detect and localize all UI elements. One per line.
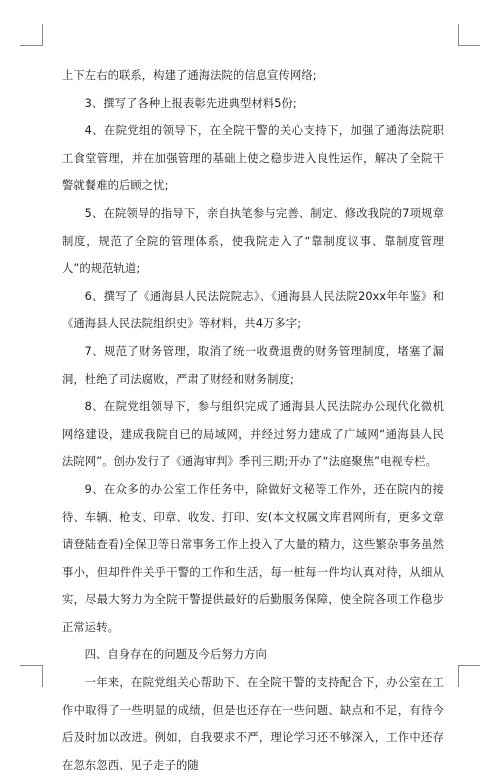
- document-body: [62, 62, 444, 779]
- paragraph-item-7: 7、规范了财务管理，取消了统一收费退费的财务管理制度，堵塞了漏洞，杜绝了司法腐败，严肃了财经和财务制度;: [62, 344, 444, 386]
- crop-mark-top-right: [458, 24, 459, 46]
- section-heading: 四、自身存在的问题及今后努力方向: [84, 648, 267, 662]
- paragraph-item-5: 5、在院领导的指导下，亲自执笔参与完善、制定、修改我院的7项规章制度，规范了全院的管理体系，使我院走入了“靠制度议事、靠制度管理人”的规范轨道;: [62, 206, 444, 276]
- paragraph-summary: 一年来，在院党组关心帮助下、在全院干警的支持配合下，办公室在工作中取得了一些明显的成绩，但是也还存在一些问题、缺点和不足，有待今后及时加以改进。例如，自我要求不严，理论学习还不够深入，工作中还存在忽东忽西、见子走子的随: [62, 676, 444, 772]
- paragraph-continuation: 上下左右的联系，构建了通海法院的信息宣传网络;: [62, 69, 317, 82]
- crop-mark-bottom-right: [458, 665, 480, 666]
- paragraph-item-8: 8、在院党组领导下，参与组织完成了通海县人民法院办公现代化微机网络建设，建成我院自已的局域网，并经过努力建成了广域网“通海县人民法院网”。创办发行了《通海审判》季刊三期;开办了“法庭聚焦”电视专栏。: [62, 400, 444, 469]
- crop-mark-bottom-left: [42, 665, 43, 687]
- paragraph-item-4: 4、在院党组的领导下，在全院干警的关心支持下，加强了通海法院职工食堂管理，并在加强管理的基础上使之稳步进入良性运作，解决了全院干警就餐难的后顾之忧;: [62, 124, 444, 193]
- crop-mark-top-right: [458, 45, 480, 46]
- paragraph-item-6: 6、撰写了《通海县人民法院院志》、《通海县人民法院20xx年年鉴》和《通海县人民法院组织史》等材料，共4万多字;: [62, 289, 444, 331]
- crop-mark-top-left: [20, 45, 42, 46]
- crop-mark-bottom-right: [458, 665, 459, 687]
- crop-mark-bottom-left: [20, 665, 42, 666]
- paragraph-item-3: 3、撰写了各种上报表彰先进典型材料5份;: [84, 96, 297, 110]
- crop-mark-top-left: [42, 24, 43, 46]
- paragraph-item-9: 9、在众多的办公室工作任务中，除做好文秘等工作外，还在院内的接待、车辆、枪支、印章、收发、打印、安(本文权属文库君网所有，更多文章请登陆查看)全保卫等日常事务工作上投入了大量的精力，这些繁杂事务虽然事小，但却件件关乎干警的工作和生活，每一桩每一件均认真对待，从细从实，尽最大努力为全院干警提供最好的后勤服务保障，使全院各项工作稳步正常运转。: [62, 482, 444, 634]
